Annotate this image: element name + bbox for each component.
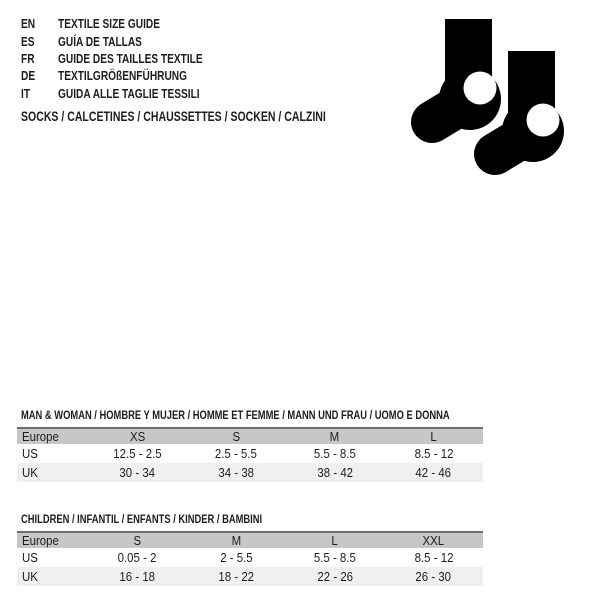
lang-code: DE	[21, 68, 36, 84]
lang-row-de	[21, 67, 243, 84]
row-label: US	[22, 550, 38, 565]
column-header-size: XS	[88, 428, 187, 444]
lang-label: GUIDA ALLE TAGLIE TESSILI	[58, 85, 200, 101]
size-cell: 18 - 22	[218, 569, 254, 584]
size-table-man-woman	[17, 427, 483, 482]
row-label: UK	[22, 569, 38, 584]
lang-code: EN	[21, 16, 36, 32]
size-cell: 16 - 18	[119, 569, 156, 584]
size-cell: 12.5 - 2.5	[113, 446, 162, 461]
socks-icon	[404, 19, 566, 177]
lang-label: TEXTILE SIZE GUIDE	[58, 16, 160, 32]
table-row-us	[17, 548, 483, 567]
column-header-size: S	[187, 428, 286, 444]
column-header-size: XXL	[384, 532, 483, 548]
size-cell: 34 - 38	[218, 465, 254, 480]
size-cell: 8.5 - 12	[414, 550, 454, 565]
lang-row-en	[21, 15, 243, 32]
size-cell: 5.5 - 8.5	[313, 446, 356, 461]
size-cell: 5.5 - 8.5	[313, 550, 356, 565]
column-header-region: Europe	[17, 532, 88, 548]
size-cell: 2 - 5.5	[219, 550, 253, 565]
size-table-children	[17, 531, 483, 586]
size-cell: 38 - 42	[317, 465, 353, 480]
size-cell: 0.05 - 2	[117, 550, 157, 565]
table-row-uk	[17, 463, 483, 482]
lang-code: FR	[21, 50, 35, 66]
row-label: UK	[22, 465, 38, 480]
lang-row-fr	[21, 50, 243, 67]
lang-code: IT	[21, 85, 31, 101]
column-header-size: L	[384, 428, 483, 444]
table-title-man-woman: MAN & WOMAN / HOMBRE Y MUJER / HOMME ET FEMME / MANN UND FRAU / UOMO E DONNA	[21, 408, 450, 422]
lang-row-es	[21, 32, 243, 49]
lang-label: GUÍA DE TALLAS	[58, 33, 142, 49]
category-title: SOCKS / CALCETINES / CHAUSSETTES / SOCKEN / CALZINI	[21, 109, 326, 124]
size-cell: 2.5 - 5.5	[215, 446, 258, 461]
sock-back	[432, 19, 501, 130]
table-row-us	[17, 444, 483, 463]
size-cell: 8.5 - 12	[414, 446, 454, 461]
size-cell: 26 - 30	[415, 569, 452, 584]
lang-label: GUIDE DES TAILLES TEXTILE	[58, 50, 203, 66]
lang-code: ES	[21, 33, 35, 49]
table-row-uk	[17, 567, 483, 586]
lang-row-it	[21, 85, 243, 102]
language-list	[21, 15, 243, 102]
size-cell: 42 - 46	[415, 465, 452, 480]
column-header-region: Europe	[17, 428, 88, 444]
lang-label: TEXTILGRÖßENFÜHRUNG	[58, 68, 188, 84]
table-header-row	[17, 532, 483, 548]
column-header-size: S	[88, 532, 187, 548]
column-header-size: M	[286, 428, 385, 444]
size-cell: 22 - 26	[317, 569, 353, 584]
column-header-size: M	[187, 532, 286, 548]
table-header-row	[17, 428, 483, 444]
size-cell: 30 - 34	[119, 465, 156, 480]
column-header-size: L	[286, 532, 385, 548]
sock-front	[495, 51, 564, 162]
table-title-children: CHILDREN / INFANTIL / ENFANTS / KINDER / BAMBINI	[21, 512, 263, 526]
row-label: US	[22, 446, 38, 461]
